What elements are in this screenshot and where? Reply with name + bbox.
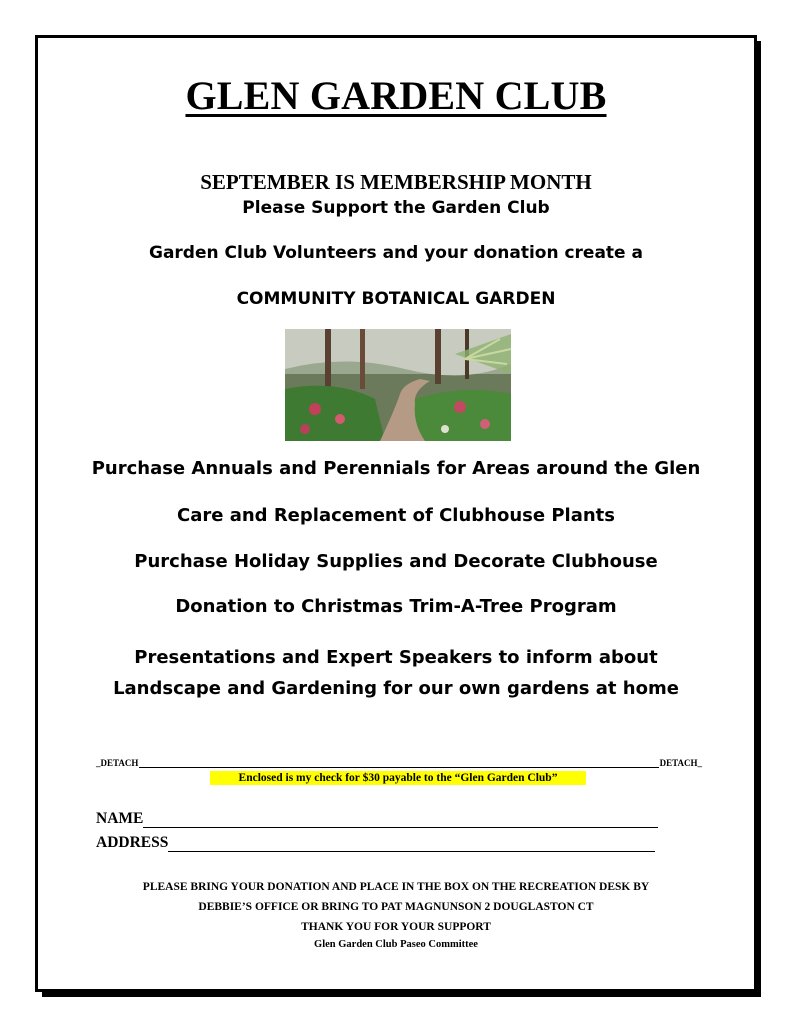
volunteers-line: Garden Club Volunteers and your donation create a	[149, 243, 643, 263]
flyer-frame	[35, 35, 757, 992]
check-notice: Enclosed is my check for $30 payable to the “Glen Garden Club”	[210, 771, 586, 785]
name-input-line[interactable]	[143, 813, 658, 828]
benefit-item: Donation to Christmas Trim-A-Tree Program	[175, 596, 617, 617]
benefit-item: Care and Replacement of Clubhouse Plants	[177, 505, 615, 526]
detach-rule	[139, 759, 658, 768]
footer-committee: Glen Garden Club Paseo Committee	[314, 939, 478, 950]
detach-right-label: DETACH_	[659, 758, 702, 768]
address-field[interactable]	[96, 834, 655, 852]
address-label: ADDRESS	[96, 834, 169, 851]
benefit-item: Purchase Annuals and Perennials for Areas around the Glen	[91, 458, 701, 479]
footer-instruction: PLEASE BRING YOUR DONATION AND PLACE IN THE BOX ON THE RECREATION DESK BY	[142, 881, 650, 893]
support-line: Please Support the Garden Club	[242, 198, 550, 218]
footer-thanks: THANK YOU FOR YOUR SUPPORT	[301, 921, 491, 933]
detach-line	[96, 758, 702, 768]
page-title: GLEN GARDEN CLUB	[185, 73, 607, 118]
name-label: NAME	[96, 810, 144, 827]
benefit-item: Purchase Holiday Supplies and Decorate Clubhouse	[134, 551, 658, 572]
botanical-garden-line: COMMUNITY BOTANICAL GARDEN	[236, 289, 556, 309]
name-field[interactable]	[96, 810, 658, 828]
detach-left-label: _DETACH	[96, 758, 139, 768]
benefit-item: Presentations and Expert Speakers to inform about Landscape and Gardening for our own gardens at home	[113, 647, 679, 699]
garden-path-photo	[285, 329, 511, 441]
address-input-line[interactable]	[168, 837, 655, 852]
footer-instruction: DEBBIE’S OFFICE OR BRING TO PAT MAGNUNSON 2 DOUGLASTON CT	[198, 901, 594, 913]
membership-subtitle: SEPTEMBER IS MEMBERSHIP MONTH	[200, 170, 592, 194]
